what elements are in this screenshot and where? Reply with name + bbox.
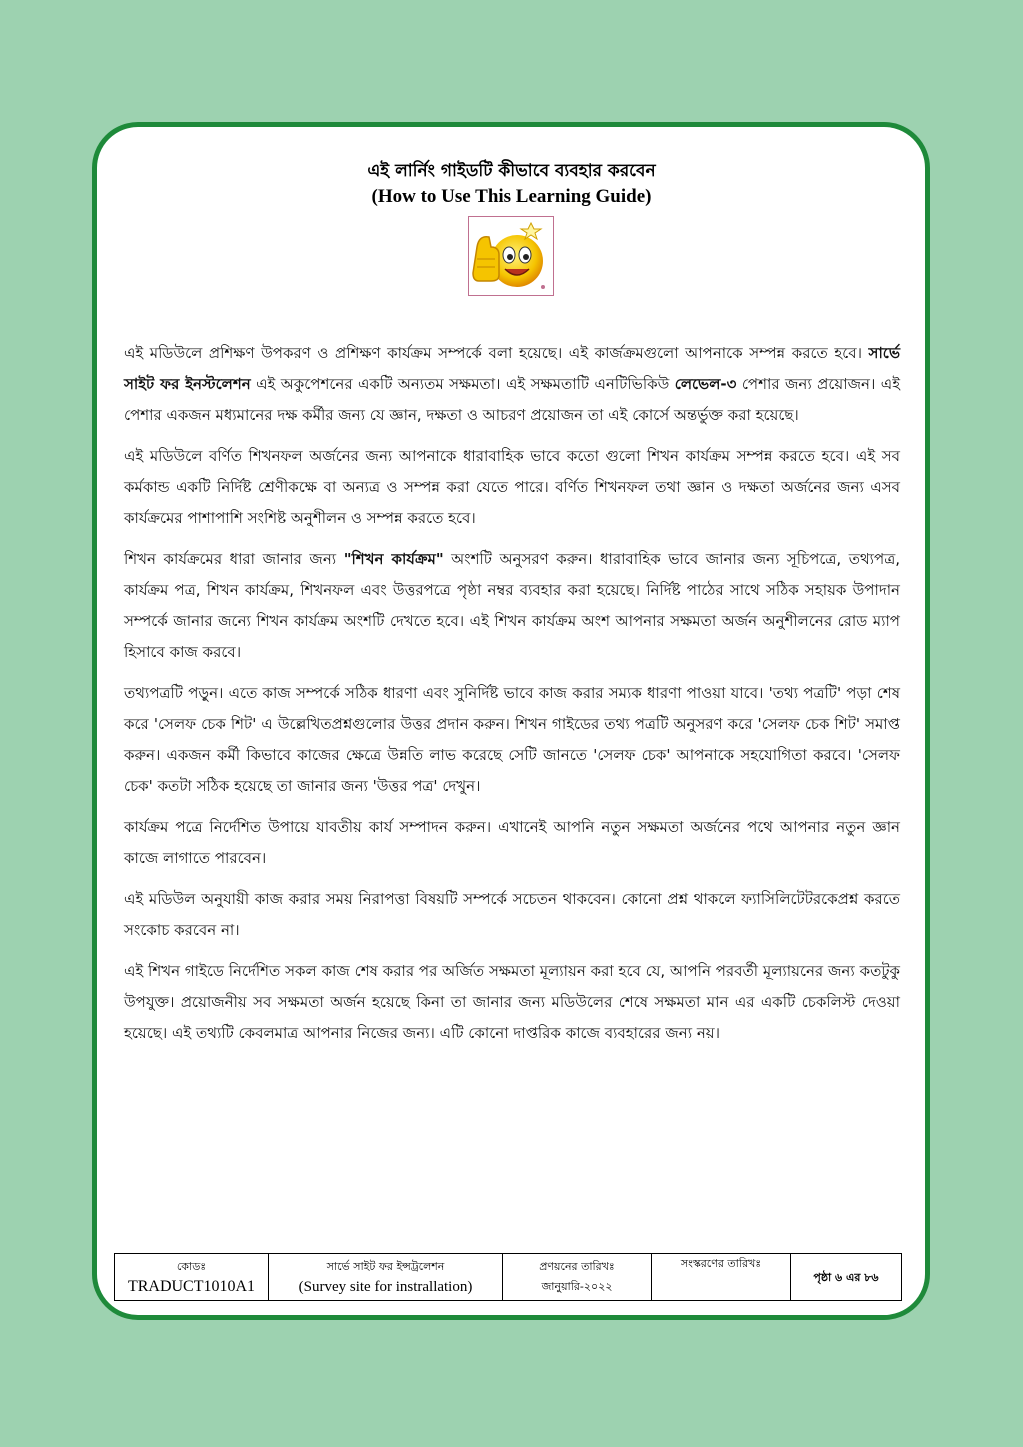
level-label: লেভেল-৩ [674,375,737,393]
paragraph-1 [124,338,900,431]
footer-table [114,1253,902,1301]
footer-title-cell [269,1254,503,1301]
page-title-bn: এই লার্নিং গাইডটি কীভাবে ব্যবহার করবেন [367,161,656,181]
paragraph-4: তথ্যপত্রটি পড়ুন। এতে কাজ সম্পর্কে সঠিক ধারণা এবং সুনির্দিষ্ট ভাবে কাজ করার সম্যক ধারণা পাওয়া যাবে। 'তথ্য পত্রটি' পড়া শেষ করে 'সেলফ চেক শিট' এ উল্লেখিতপ্রশ্নগুলোর উত্তর প্রদান করুন। শিখন গাইডের তথ্য পত্রটি অনুসরণ করে 'সেলফ চেক শিট' সমাপ্ত করুন। একজন কর্মী কিভাবে কাজের ক্ষেত্রে উন্নতি লাভ করেছে সেটি জানতে 'সেলফ চেক' আপনাকে সহযোগিতা করবে। 'সেলফ চেক' কতটা সঠিক হয়েছে তা জানার জন্য 'উত্তর পত্র' দেখুন। [124,684,900,795]
paragraph-1-text-2: এই অকুপেশনের একটি অন্যতম সক্ষমতা। এই সক্ষমতাটি এনটিভিকিউ [250,375,675,393]
footer-code-cell [115,1254,269,1301]
paragraph-5: কার্যক্রম পত্রে নির্দেশিত উপায়ে যাবতীয় কার্য সম্পাদন করুন। এখানেই আপনি নতুন সক্ষমতা অর্জনের পথে আপনার নতুন জ্ঞান কাজে লাগাতে পারবেন। [124,818,900,867]
paragraph-3 [124,544,900,668]
page-number: পৃষ্ঠা ৬ এর ৮৬ [813,1270,879,1284]
code-value: TRADUCT1010A1 [127,1278,256,1295]
page-title-en: (How to Use This Learning Guide) [371,186,652,207]
module-title-bn: সার্ভে সাইট ফর ইন্সট্রলেশন [326,1260,445,1273]
paragraph-6: এই মডিউল অনুযায়ী কাজ করার সময় নিরাপত্তা বিষয়টি সম্পর্কে সচেতন থাকবেন। কোনো প্রশ্ন থাকলে ফ্যাসিলিটেটরকেপ্রশ্ন করতে সংকোচ করবেন না। [124,890,900,939]
code-label: কোডঃ [176,1260,207,1273]
paragraph-1-text: এই মডিউলে প্রশিক্ষণ উপকরণ ও প্রশিক্ষণ কার্যক্রম সম্পর্কে বলা হয়েছে। এই কার্জক্রমগুলো আপনাকে সম্পন্ন করতে হবে। [124,344,869,362]
thumbs-up-smiley-icon [468,216,554,296]
paragraph-7: এই শিখন গাইডে নির্দেশিত সকল কাজ শেষ করার পর অর্জিত সক্ষমতা মূল্যায়ন করা হবে যে, আপনি পরবর্তী মূল্যায়নের জন্য কতটুকু উপযুক্ত। প্রয়োজনীয় সব সক্ষমতা অর্জন হয়েছে কিনা তা জানার জন্য মডিউলের শেষে সক্ষমতা মান এর একটি চেকলিস্ট দেওয়া হয়েছে। এই তথ্যটি কেবলমাত্র আপনার নিজের জন্য। এটি কোনো দাপ্তরিক কাজে ব্যবহারের জন্য নয়। [124,962,900,1042]
prep-date-label: প্রণয়নের তারিখঃ [539,1260,615,1273]
competency-name: সার্ভে সাইট ফর ইনস্টলেশন [124,344,900,393]
paragraph-1-text-3: পেশার জন্য প্রয়োজন। এই পেশার একজন মধ্যমানের দক্ষ কর্মীর জন্য যে জ্ঞান, দক্ষতা ও আচরণ প্রয়োজন তা এই কোর্সে অন্তর্ভুক্ত করা হয়েছে। [124,375,900,424]
paragraph-3-text: শিখন কার্যক্রমের ধারা জানার জন্য [124,550,344,568]
instructions-body [124,338,900,1059]
paragraph-2: এই মডিউলে বর্ণিত শিখনফল অর্জনের জন্য আপনাকে ধারাবাহিক ভাবে কতো গুলো শিখন কার্যক্রম সম্পন্ন করতে হবে। এই সব কর্মকান্ড একটি নির্দিষ্ট শ্রেণীকক্ষে বা অন্যত্র ও সম্পন্ন করা যেতে পারে। বর্ণিত শিখনফল তথা জ্ঞান ও দক্ষতা অর্জনের জন্য এসব কার্যক্রমের পাশাপাশি সংশিষ্ট অনুশীলন ও সম্পন্ন করতে হবে। [124,447,900,527]
paragraph-3-text-2: অংশটি অনুসরণ করুন। ধারাবাহিক ভাবে জানার জন্য সূচিপত্রে, তথ্যপত্র, কার্যক্রম পত্র, শিখন কার্যক্রম, শিখনফল এবং উত্তরপত্রে পৃষ্ঠা নম্বর ব্যবহার করা হয়েছে। নির্দিষ্ট পাঠের সাথে সঠিক সহায়ক উপাদান সম্পর্কে জানার জন্যে শিখন কার্যক্রম অংশটি দেখতে হবে। এই শিখন কার্যক্রম অংশ আপনার সক্ষমতা অর্জন অনুশীলনের রোড ম্যাপ হিসাবে কাজ করবে। [124,550,900,661]
learning-activities-label: "শিখন কার্যক্রম" [343,550,444,568]
footer-prep-date-cell [503,1254,652,1301]
module-title-en: (Survey site for instrallation) [298,1279,473,1295]
revision-date-label: সংস্করণের তারিখঃ [680,1257,762,1270]
footer-revision-cell [652,1254,791,1301]
footer-page-cell [791,1254,902,1301]
prep-date-value: জানুয়ারি-২০২২ [541,1280,613,1293]
